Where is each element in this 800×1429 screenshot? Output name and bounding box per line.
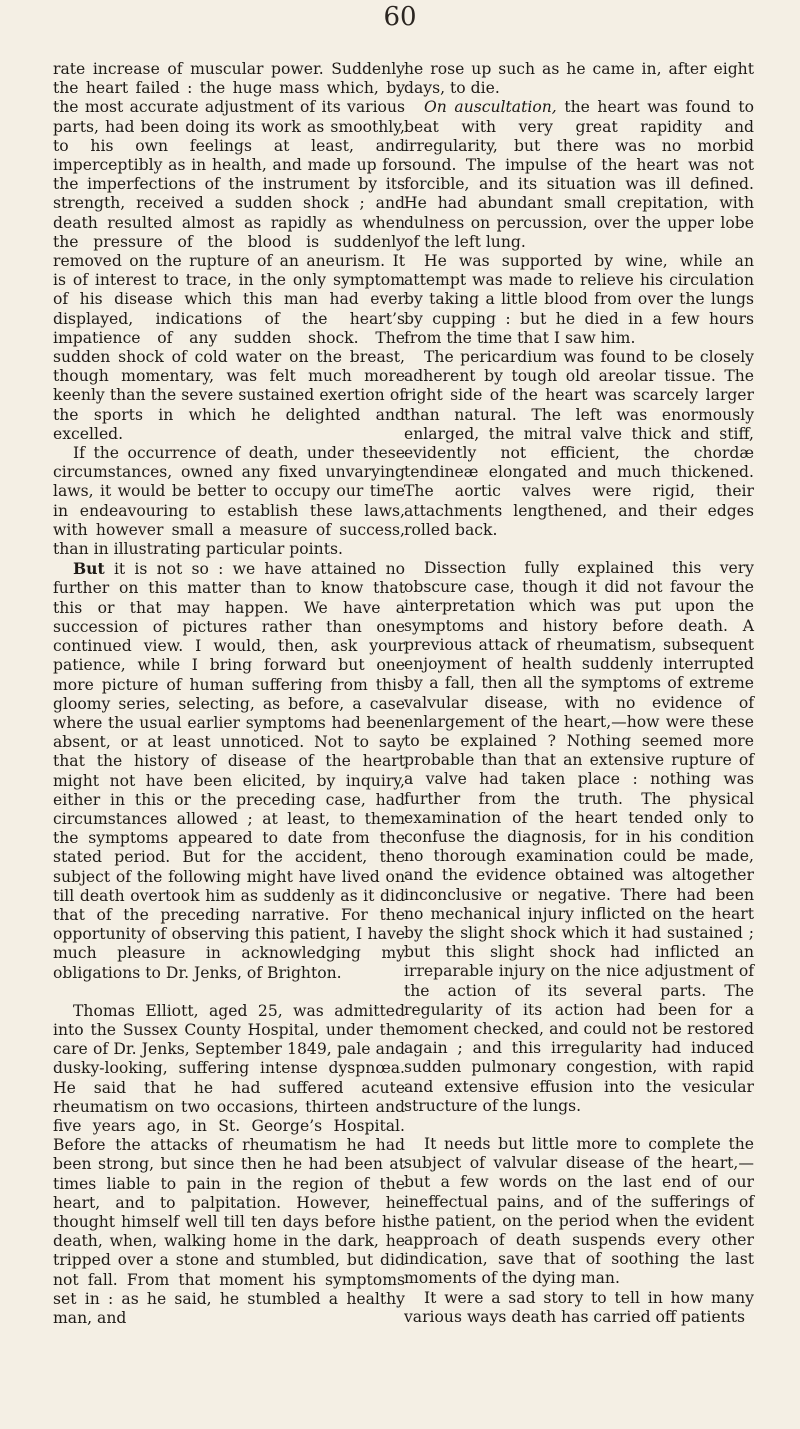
paragraph-text: the heart was found to beat with very great rapidity and irregularity, but there was no morbid sound. The impulse of the heart was not forcible, and its situation was ill defined. He had abundant small crepitation, with dulness on percussion, over the upper lobe of the left lung.: [404, 98, 754, 251]
dissection-paragraph: Dissection fully explained this very obscure case, though it did not favour the interpretation which was put upon the symptoms and history before death. A previous attack of rheumatism, subsequent enjoyment of health suddenly interrupted by a fall, then all the symptoms of extreme valvular disease, with no evidence of enlargement of the heart,—how were these to be explained ? Nothing seemed more probable than that an extensive rupture of a valve had taken place : nothing was further from the truth. The physical examination of the heart tended only to confuse the diagnosis, for in his condition no thorough examination could be made, and the evidence obtained was altogether inconclusive or negative. There had been no mechanical injury inflicted on the heart by the slight shock which it had sustained ; but this slight shock had inflicted an irreparable injury on the nice adjustment of the action of its several parts. The regularity of its action had been for a moment checked, and could not be restored again ; and this irregularity had induced sudden pulmonary congestion, with rapid and extensive effusion into the vesicular structure of the lungs.: [404, 559, 754, 1115]
paragraph: [404, 98, 754, 252]
paragraph-text: it is not so : we have attained no further on this matter than to know that this or that may happen. We have a succession of pictures rather than one continued view. I would, then, ask your patience, while I bring forward but one more picture of human suffering from this gloomy series, selecting, as before, a case where the usual earlier symptoms had been absent, or at least unnoticed. Not to say that the history of disease of the heart might not have been elicited, by inquiry, either in this or the preceding case, had circumstances allowed ; at least, to them the symptoms appeared to date from the stated period. But for the accident, the subject of the following might have lived on till death overtook him as suddenly as it did that of the preceding narrative. For the opportunity of observing this patient, I have much pleasure in acknowledging my obligations to Dr. Jenks, of Brighton.: [53, 560, 405, 982]
case-paragraph: Thomas Elliott, aged 25, was admitted into the Sussex County Hospital, under the care of Dr. Jenks, September 1849, pale and dusky-looking, suffering intense dyspnœa. He said that he had suffered acute rheumatism on two occasions, thirteen and five years ago, in St. George’s Hospital. Before the attacks of rheumatism he had been strong, but since then he had been at times liable to pain in the region of the heart, and to palpitation. However, he thought himself well till ten days before his death, when, walking home in the dark, he tripped over a stone and stumbled, but did not fall. From that moment his symptoms set in : as he said, he stumbled a healthy man, and: [53, 1001, 405, 1327]
paragraph: [53, 559, 405, 982]
left-column: [53, 60, 405, 1328]
paragraph: It were a sad story to tell in how many various ways death has carried off patients: [404, 1288, 754, 1326]
paragraph: It needs but little more to complete the subject of valvular disease of the heart,—but a few words on the last end of our ineffectual pains, and of the sufferings of the patient, on the period when the evident approach of death suspends every other indication, save that of soothing the last moments of the dying man.: [404, 1134, 754, 1288]
paragraph: he rose up such as he came in, after eight days, to die.: [404, 60, 754, 98]
right-column: [404, 60, 754, 1327]
paragraph-label: On auscultation,: [424, 98, 557, 117]
paragraph-lead-word: But: [73, 559, 105, 579]
page-number: 60: [383, 2, 417, 32]
paragraph: He was supported by wine, while an attempt was made to relieve his circulation by taking a little blood from over the lungs by cupping : but he died in a few hours from the time that I saw him.: [404, 252, 754, 347]
paragraph: The pericardium was found to be closely adherent by tough old areolar tissue. The right side of the heart was scarcely larger than natural. The left was enormously enlarged, the mitral valve thick and stiff, evidently not efficient, the chordæ tendineæ elongated and much thickened. The aortic valves were rigid, their attachments lengthened, and their edges rolled back.: [404, 348, 754, 539]
paragraph: If the occurrence of death, under these circumstances, owned any fixed unvarying laws, it would be better to occupy our time in endeavouring to establish these laws, with however small a measure of success, than in illustrating particular points.: [53, 444, 405, 559]
paragraph: rate increase of muscular power. Suddenly the heart failed : the huge mass which, by the most accurate adjustment of its various parts, had been doing its work as smoothly, to his own feelings at least, and imperceptibly as in health, and made up for the imperfections of the instrument by its strength, received a sudden shock ; and death resulted almost as rapidly as when the pressure of the blood is suddenly removed on the rupture of an aneurism. It is of interest to trace, in the only symptom of his disease which this man had ever displayed, indications of the heart’s impatience of any sudden shock. The sudden shock of cold water on the breast, though momentary, was felt much more keenly than the severe sustained exertion of the sports in which he delighted and excelled.: [53, 60, 405, 443]
